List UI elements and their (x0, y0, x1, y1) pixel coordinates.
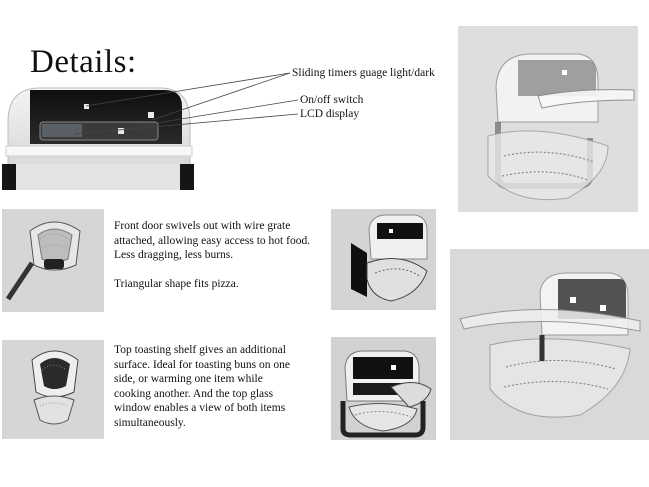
toaster-door-open-image (331, 209, 436, 310)
callout-timers: Sliding timers guage light/dark (292, 67, 435, 79)
page-title: Details: (30, 44, 137, 80)
callout-switch: On/off switch (300, 94, 364, 106)
top-shelf-description: Top toasting shelf gives an additional surface. Ideal for toasting buns on one side, or warming one item while cooking another. And the top glass window enables a view of both items simultaneously. (114, 344, 290, 429)
front-door-description: Front door swivels out with wire grate attached, allowing easy access to hot food. Less dragging, less burns. Triangular shape fits pizza. (114, 220, 311, 290)
triangle-door-image (2, 209, 104, 312)
toaster-perspective-image-bottom (450, 249, 649, 440)
toaster-perspective-image-top (458, 26, 638, 212)
triangle-shelf-image (2, 340, 104, 439)
callout-lcd: LCD display (300, 108, 360, 120)
toaster-shelf-image (331, 337, 436, 440)
